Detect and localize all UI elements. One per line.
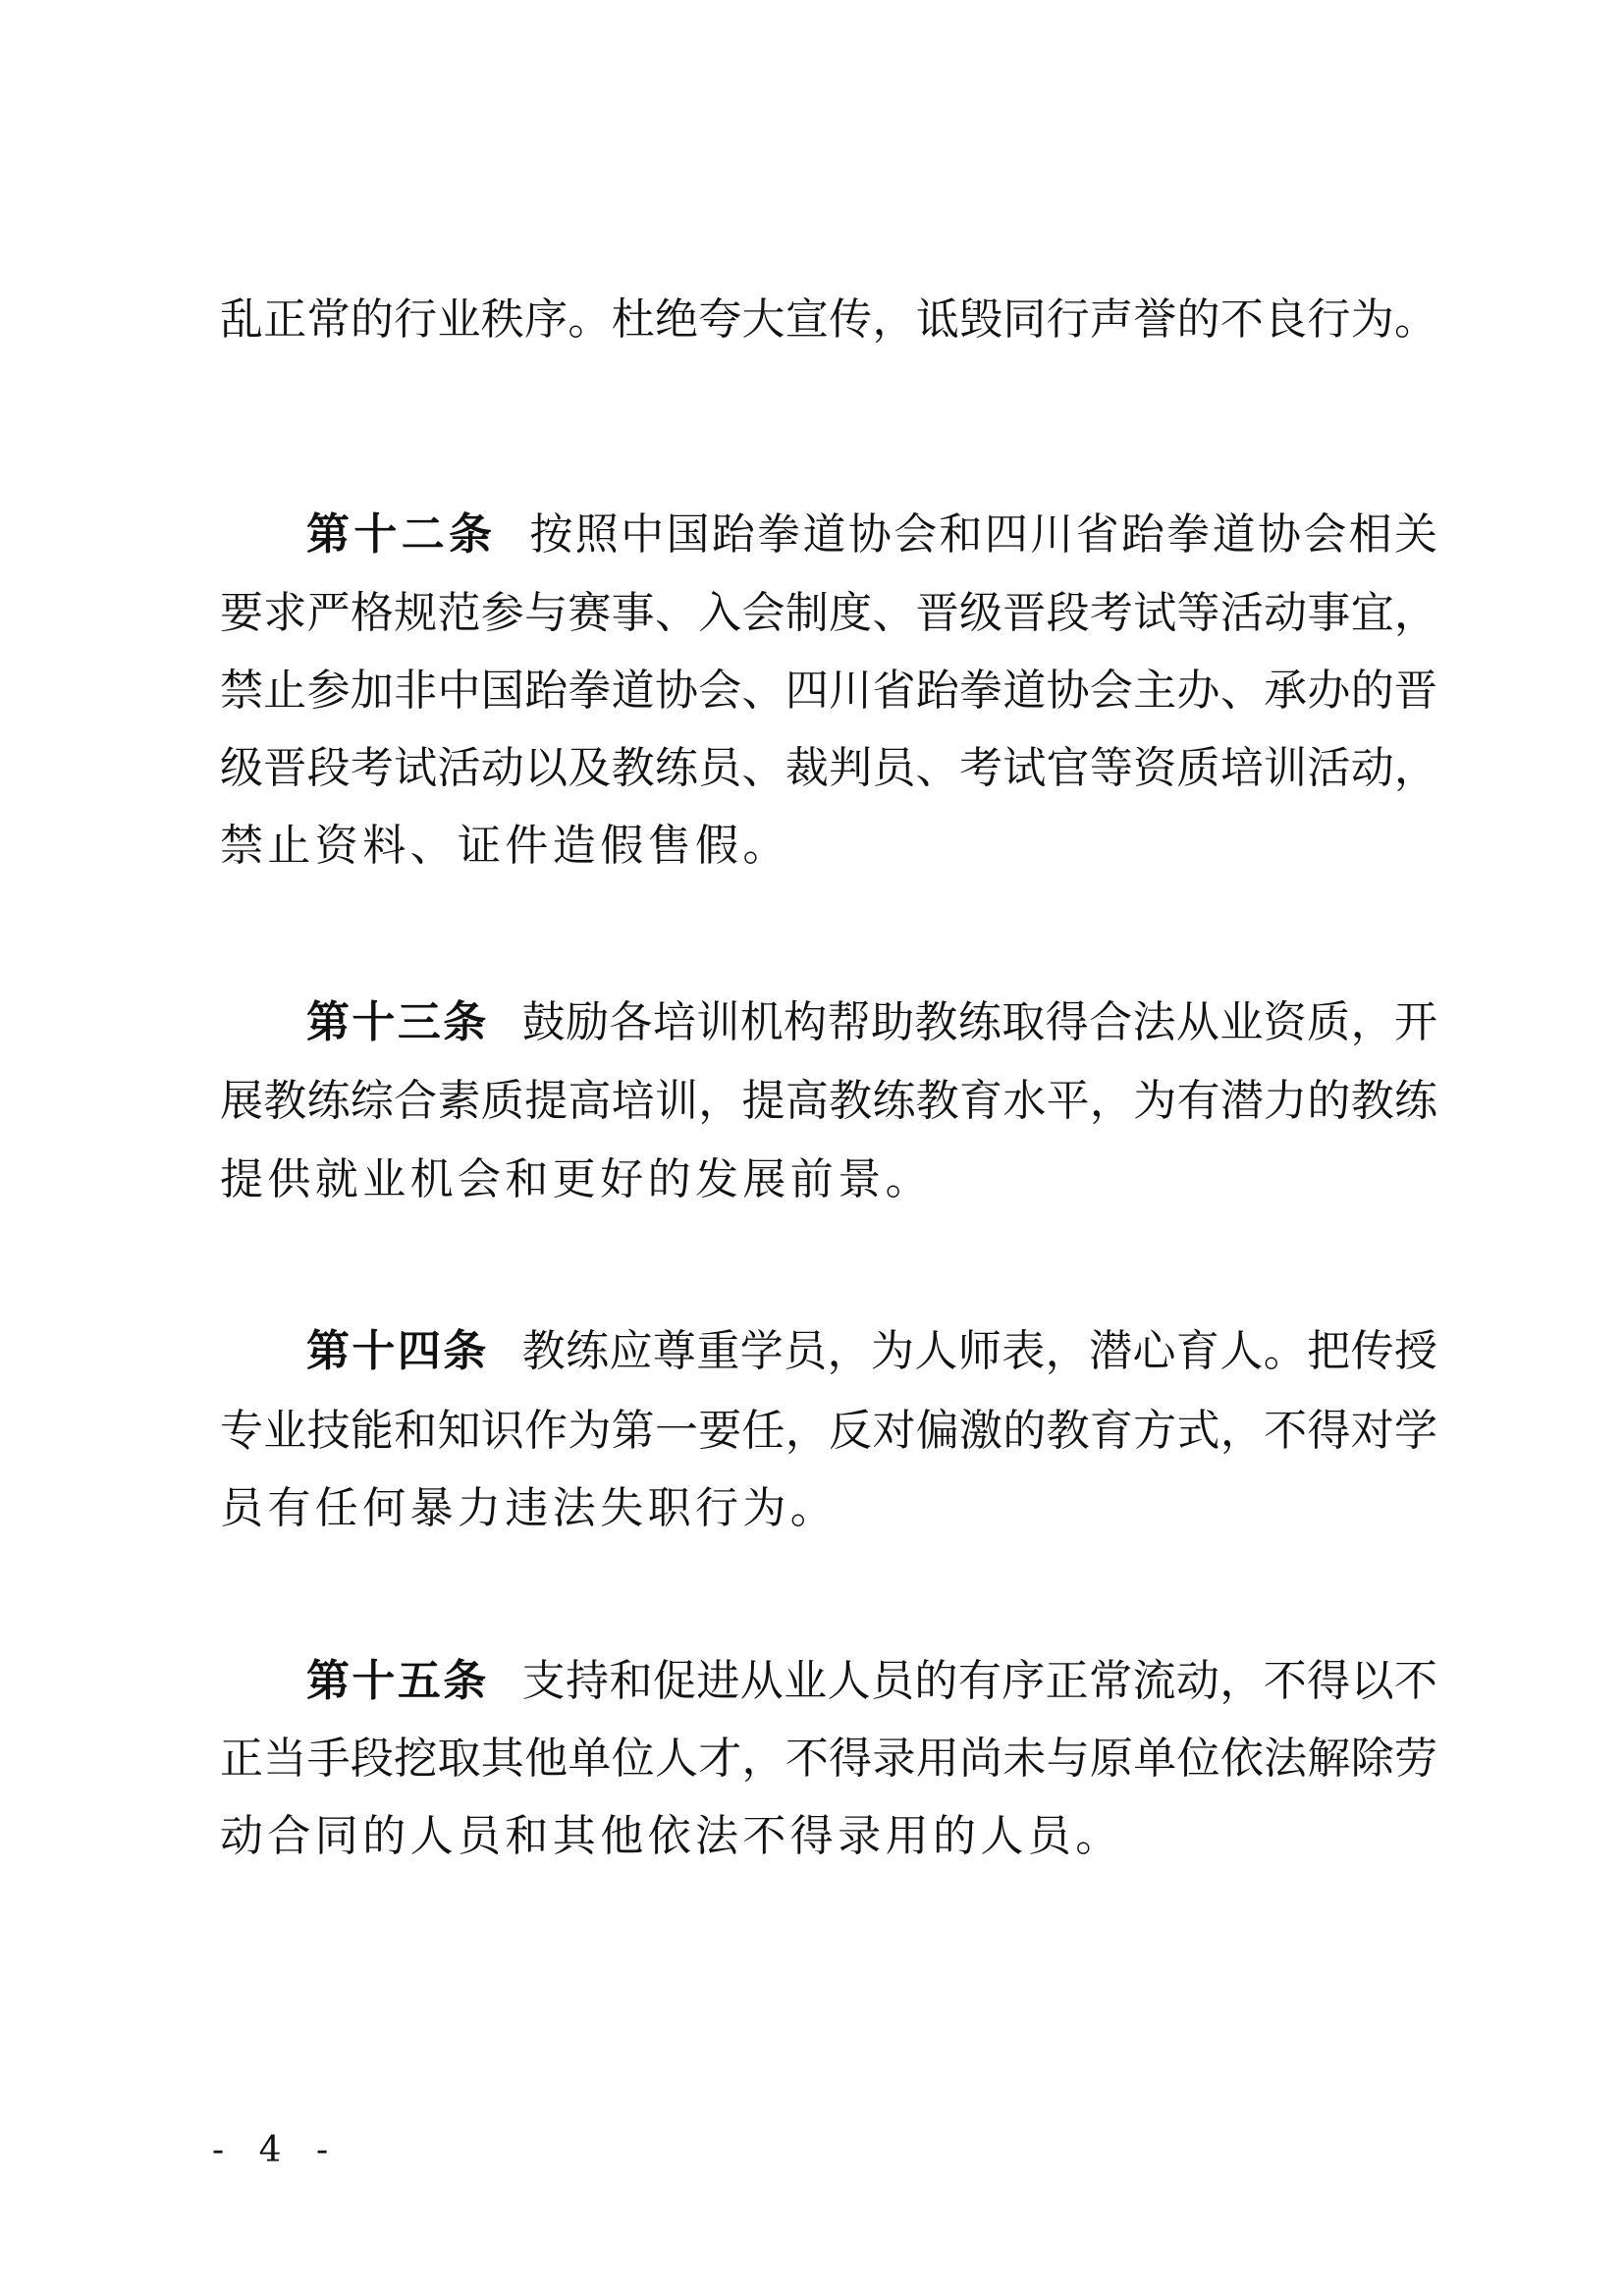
text-line: 要求严格规范参与赛事、入会制度、晋级晋段考试等活动事宜， <box>220 588 1437 638</box>
text-line: 专业技能和知识作为第一要任，反对偏激的教育方式，不得对学 <box>220 1406 1437 1456</box>
text-line: 员有任何暴力违法失职行为。 <box>220 1483 839 1533</box>
text-line: 禁止资料、证件造假售假。 <box>220 821 790 871</box>
article-title: 第十二条 <box>306 509 497 560</box>
article-14-first-line <box>306 1312 1437 1391</box>
text-line: 乱正常的行业秩序。杜绝夸大宣传，诋毁同行声誉的不良行为。 <box>220 294 1437 345</box>
text-line: 展教练综合素质提高培训，提高教练教育水平，为有潜力的教练 <box>220 1076 1437 1126</box>
text-line: 正当手段挖取其他单位人才，不得录用尚未与原单位依法解除劳 <box>220 1734 1437 1784</box>
article-text: 鼓励各培训机构帮助教练取得合法从业资质，开 <box>521 997 1438 1047</box>
article-13-first-line <box>306 984 1437 1062</box>
text-line: 提供就业机会和更好的发展前景。 <box>220 1154 933 1204</box>
article-text: 按照中国跆拳道协会和四川省跆拳道协会相关 <box>529 509 1438 560</box>
article-12-first-line <box>306 496 1437 574</box>
article-15-first-line <box>306 1642 1437 1721</box>
text-line: 禁止参加非中国跆拳道协会、四川省跆拳道协会主办、承办的晋 <box>220 666 1437 716</box>
article-text: 教练应尊重学员，为人师表，潜心育人。把传授 <box>521 1326 1438 1376</box>
article-title: 第十四条 <box>306 1326 489 1376</box>
text-line: 动合同的人员和其他依法不得录用的人员。 <box>220 1811 1123 1861</box>
article-title: 第十五条 <box>306 1656 489 1706</box>
text-line: 级晋段考试活动以及教练员、裁判员、考试官等资质培训活动， <box>220 743 1437 793</box>
article-title: 第十三条 <box>306 997 489 1047</box>
page-number: - 4 - <box>212 2130 341 2170</box>
article-text: 支持和促进从业人员的有序正常流动，不得以不 <box>521 1656 1438 1706</box>
